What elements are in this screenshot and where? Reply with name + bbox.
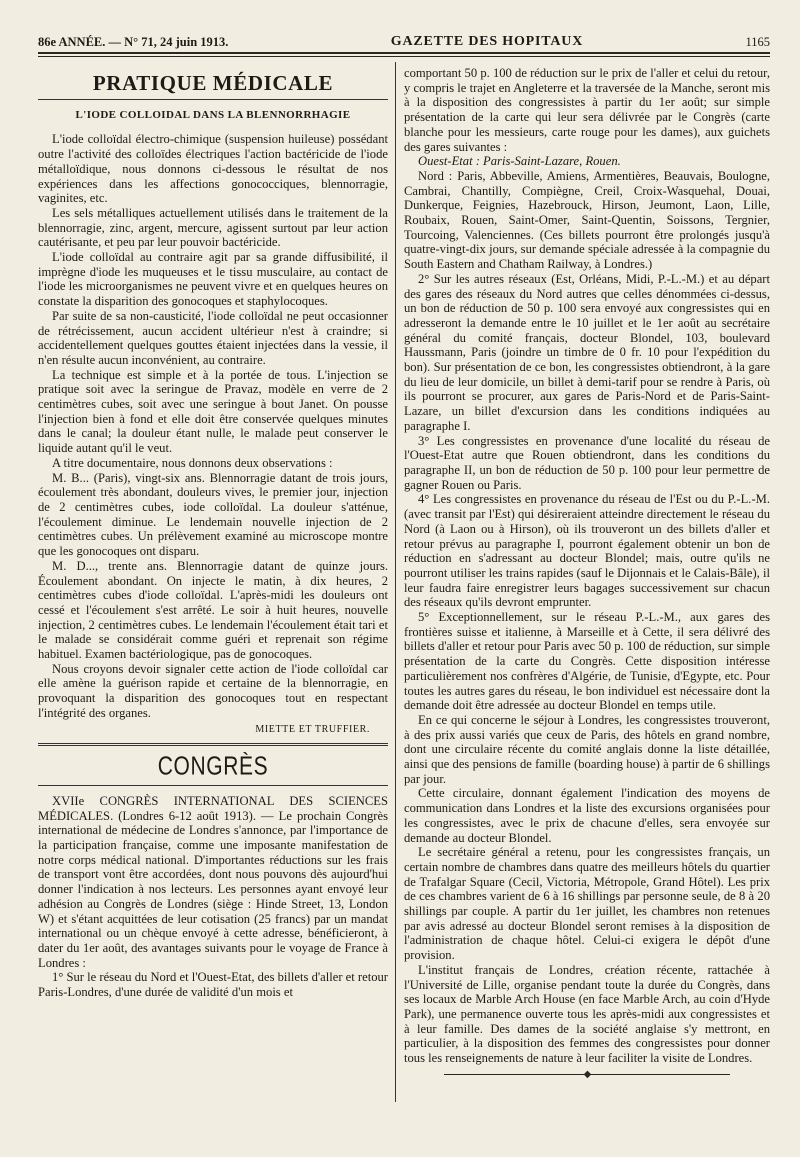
running-header bbox=[38, 28, 770, 50]
paragraph: 3° Les congressistes en provenance d'une localité du réseau de l'Ouest-Etat autre que Rouen obtiendront, dans les conditions du paragraphe II, un bon de réduction de 50 p. 100 pour leur permettre de gagner Rouen ou Paris. bbox=[404, 433, 770, 492]
section-rule bbox=[38, 743, 388, 746]
paragraph: La technique est simple et à la portée de tous. L'injection se pratique soit avec la seringue de Pravaz, modèle en verre de 2 centimètres cubes, soit avec une seringue à bout Janet. On pousse l'injection bien à fond et elle doit être conservée quelques minutes dans le canal; la douleur étant nulle, le malade peut conserver le liquide autant qu'il le veut. bbox=[38, 367, 388, 456]
paragraph: 1° Sur le réseau du Nord et l'Ouest-Etat, des billets d'aller et retour Paris-Londres, d'une durée de validité d'un mois et bbox=[38, 970, 388, 1000]
paragraph: Le secrétaire général a retenu, pour les congressistes français, un certain nombre de chambres dans quatre des meilleurs hôtels du quartier de Trafalgar Square (Cecil, Victoria, Métropole, Grand Hôtel). Les prix de ces chambres varient de 6 à 16 shillings par personne seule, de 8 à 20 shillings par couple. A partir du 1er juillet, les chambres non retenues par avis adressé au docteur Blondel seront remises à la disposition de l'administration de chaque hôtel. Celui-ci exigera le dépôt d'une provision. bbox=[404, 845, 770, 963]
issue-info: 86e ANNÉE. — N° 71, 24 juin 1913. bbox=[38, 35, 229, 49]
paragraph: L'institut français de Londres, création récente, rattachée à l'Université de Lille, organise pendant toute la durée du Congrès, dans ses locaux de Marble Arch House (en face Marble Arch, au coin d'Hyde Park), une permanence ouverte tous les après-midi aux congressistes et à leur famille. Des dames de la société anglaise s'y mettront, en particulier, à la disposition des femmes des congressistes pour donner tous les renseignements de nature à leur faciliter la visite de Londres. bbox=[404, 962, 770, 1066]
paragraph: Nord : Paris, Abbeville, Amiens, Armentières, Beauvais, Boulogne, Cambrai, Chantilly, Compiègne, Creil, Croix-Wasquehal, Douai, Dunkerque, Feignies, Hazebrouck, Hirson, Jeumont, Laon, Lille, Roubaix, Rouen, Saint-Omer, Saint-Quentin, Soissons, Tergnier, Tourcoing, Valenciennes. (Ces billets pourront être prolongés jusqu'à quatre-vingt-dix jours, sur demande spéciale adressée à la compagnie du South Eastern and Chatham Railway, à Londres.) bbox=[404, 168, 770, 272]
section-title-pratique: PRATIQUE MÉDICALE bbox=[92, 71, 334, 95]
paragraph: L'iode colloïdal électro-chimique (suspension huileuse) possédant outre l'activité des colloïdes électriques l'action bactéricide de l'iode métalloïdique, nous donnons ci-dessous le résultat de nos expériences dans les affections gonococciques, blennorragie, vaginites, etc. bbox=[38, 132, 388, 206]
paragraph: XVIIe CONGRÈS INTERNATIONAL DES SCIENCES MÉDICALES. (Londres 6-12 août 1913). — Le prochain Congrès international de médecine de Londres s'annonce, par l'importance de la participation française, comme une imposante manifestation de notre corps médical national. D'importantes réductions sur les frais de transport vont être accordées, dont nous pouvons dès aujourd'hui donner l'indication à nos lecteurs. Les personnes ayant envoyé leur adhésion au Congrès de Londres (siège : Hinde Street, 13, London W) et s'étant acquittées de leur cotisation (25 francs) par un mandat international ou un chèque envoyé à cette adresse, bénéficieront, à dater du 1er août, des avantages suivants pour le voyage de France à Londres : bbox=[38, 793, 388, 970]
column-divider bbox=[395, 62, 396, 1102]
end-ornament: ◆ bbox=[404, 1068, 770, 1083]
paragraph: Cette circulaire, donnant également l'indication des moyens de communication dans Londres et la liste des excursions organisées pour les congressistes, avec le prix de chacune d'elles, sera envoyée sur demande au docteur Blondel. bbox=[404, 786, 770, 845]
article-subtitle: L'IODE COLLOIDAL DANS LA BLENNORRHAGIE bbox=[75, 108, 351, 121]
paragraph: Nous croyons devoir signaler cette action de l'iode colloïdal car elle amène la guérison rapide et certaine de la blennorragie, en provoquant la disparition des gonocoques tout en respectant l'intégrité des organes. bbox=[38, 661, 388, 720]
title-rule bbox=[38, 785, 388, 786]
paragraph: M. B... (Paris), vingt-six ans. Blennorragie datant de trois jours, écoulement très abondant, douleurs vives, le premier jour, injection de 2 centimètres cubes, iode colloïdal. La douleur s'atténue, l'écoulement diminue. Le lendemain nouvelle injection de 2 centimètres cubes. Un prélèvement examiné au microscope montre que les gonocoques ont disparu. bbox=[38, 470, 388, 559]
paragraph: M. D..., trente ans. Blennorragie datant de quinze jours. Écoulement abondant. On injecte le matin, à dix heures, 2 centimètres cubes d'iode colloïdal. L'après-midi les douleurs ont cessé et l'écoulement s'est arrêté. Le soir à huit heures, nouvelle injection, 2 centimètres cubes. Le lendemain l'écoulement était tari et le malade se considérait comme guéri et reprenait son régime habituel. Examen bactériologique, pas de gonocoques. bbox=[38, 558, 388, 662]
paragraph: Les sels métalliques actuellement utilisés dans le traitement de la blennorragie, zinc, argent, mercure, agissent surtout par leur action cautérisante, et peu par leur pouvoir bactéricide. bbox=[38, 205, 388, 250]
paragraph: Par suite de sa non-causticité, l'iode colloïdal ne peut occasionner de rétrécissement, aucun accident ultérieur n'est à craindre; si accidentellement quelques gouttes étaient injectées dans la vessie, il n'en résulte aucun inconvénient, au contraire. bbox=[38, 308, 388, 367]
page-number: 1165 bbox=[745, 35, 770, 49]
right-column bbox=[404, 66, 770, 1083]
section-title-congres: CONGRÈS bbox=[157, 752, 269, 781]
paragraph: 4° Les congressistes en provenance du réseau de l'Est ou du P.-L.-M. (avec transit par l'Est) qui désireraient atteindre directement le réseau du Nord (à Laon ou à Hirson), où ils trouveront un des billets d'aller et retour prévus au paragraphe I, pourront également obtenir un bon de réduction en s'adressant au docteur Blondel; mais, outre qu'ils ne pourront utiliser les trains rapides (sauf le Dijonnais et le Calais-Bâle), il leur faudra faire enregistrer leurs bagages successivement sur chacun des réseaux qu'ils devront emprunter. bbox=[404, 492, 770, 610]
paragraph: comportant 50 p. 100 de réduction sur le prix de l'aller et celui du retour, y compris le trajet en Angleterre et la traversée de la Manche, seront mis à la disposition des congressistes à partir du 1er août; sur simple présentation de la carte qui leur sera délivrée par le Congrès (carte blanche pour les messieurs, carte rouge pour les dames), aux guichets des gares suivantes : bbox=[404, 66, 770, 154]
paragraph: Ouest-Etat : Paris-Saint-Lazare, Rouen. bbox=[418, 154, 621, 169]
title-rule bbox=[38, 99, 388, 100]
paragraph: 2° Sur les autres réseaux (Est, Orléans, Midi, P.-L.-M.) et au départ des gares des réseaux du Nord autres que celles dénommées ci-dessus, un bon de réduction de 50 p. 100 sera envoyé aux congressistes qui en adresseront la demande entre le 10 juillet et le 1er août au secrétaire général du comité français, docteur Blondel, 103, boulevard Haussmann, Paris (joindre un timbre de 0 fr. 10 pour l'expédition du bon). Sur présentation de ce bon, les congressistes obtiendront, à la gare du lieu de leur domicile, un billet à demi-tarif pour se rendre à Paris, où ils pourront se procurer, aux gares de Paris-Nord et de Paris-Saint-Lazare, un billet d'excursion dans les conditions indiquées au paragraphe I. bbox=[404, 271, 770, 433]
paragraph: A titre documentaire, nous donnons deux observations : bbox=[52, 455, 333, 470]
paragraph: En ce qui concerne le séjour à Londres, les congressistes trouveront, à des prix aussi variés que ceux de Paris, des hôtels en grand nombre, dont une circulaire récente du comité anglais donne la liste détaillée, ainsi que des pensions de famille (boarding house) à partir de 6 shillings par jour. bbox=[404, 712, 770, 786]
header-rule bbox=[38, 52, 770, 57]
paragraph: L'iode colloïdal au contraire agit par sa grande diffusibilité, il imprègne d'iode les muqueuses et le tissu musculaire, au contact de l'iode les microorganismes ne peuvent vivre et en quelques heures on constate la disparition des gonocoques et staphylocoques. bbox=[38, 250, 388, 309]
author-signature: MIETTE ET TRUFFIER. bbox=[255, 723, 370, 735]
paragraph: 5° Exceptionnellement, sur le réseau P.-L.-M., aux gares des frontières suisse et italienne, à Marseille et à Cette, il sera délivré des billets d'aller et retour pour Paris avec 50 p. 100 de réduction, sur simple présentation de la carte du Congrès. Cette disposition intéresse particulièrement nos confrères d'Algérie, de Tunisie, d'Egypte, etc. Pour toutes les autres gares du réseau, le bon individuel est nécessaire dont la demande doit être adressée au docteur Blondel en temps utile. bbox=[404, 610, 770, 713]
left-column bbox=[38, 64, 388, 1000]
journal-title: GAZETTE DES HOPITAUX bbox=[390, 34, 584, 49]
